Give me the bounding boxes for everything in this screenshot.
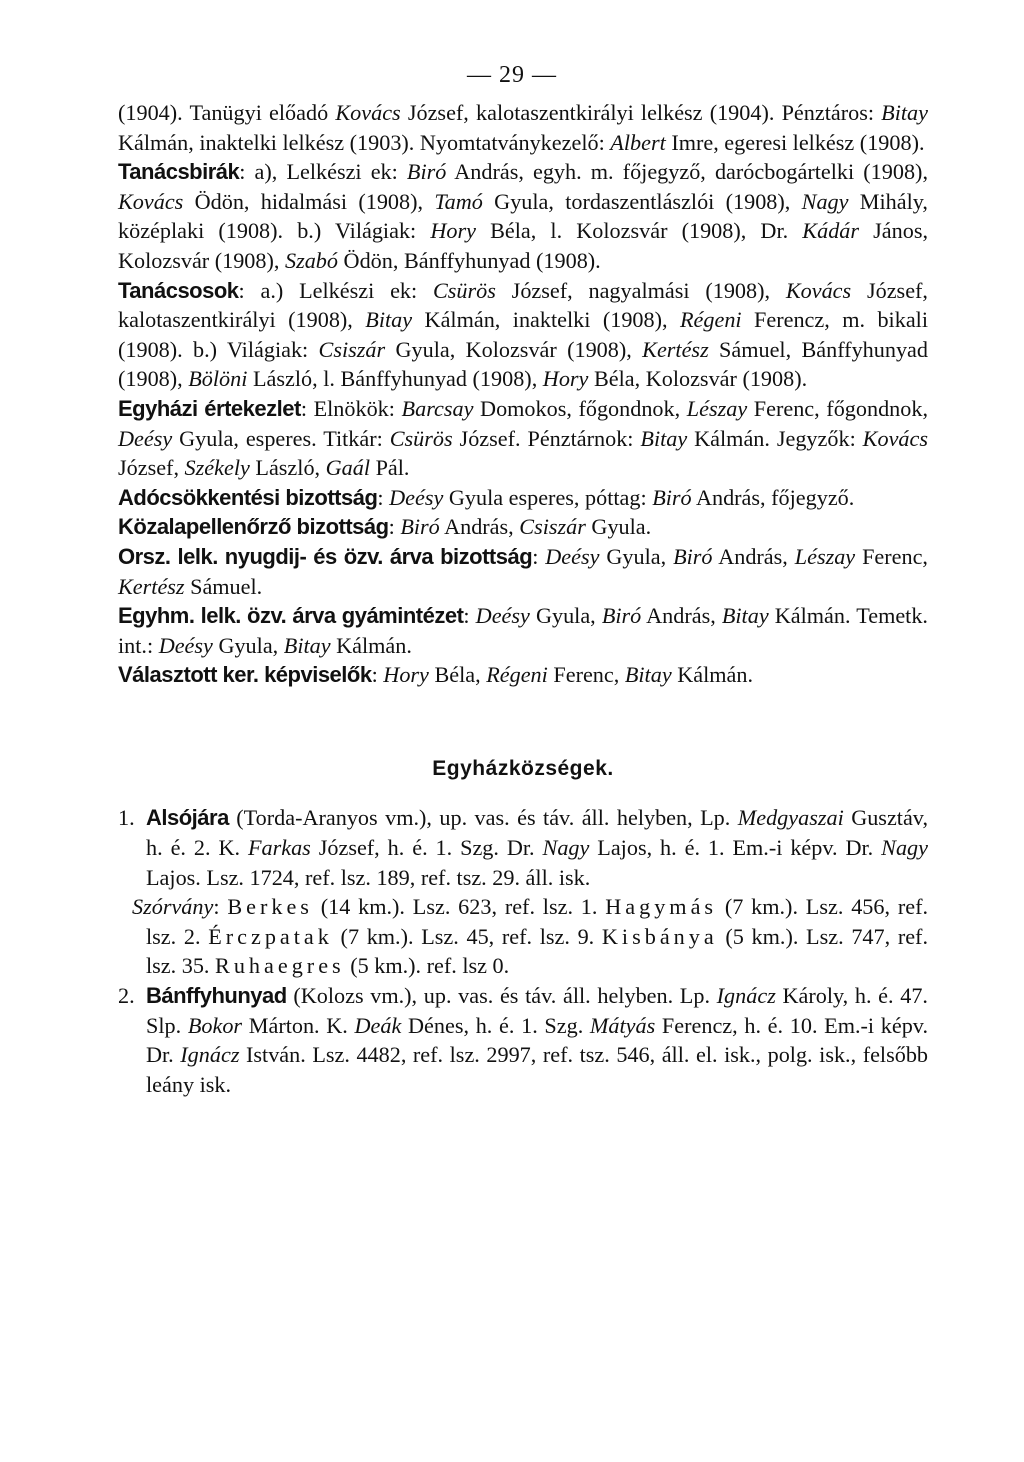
page-number: — 29 — — [467, 62, 557, 88]
page-text — [118, 98, 928, 1099]
ertekezlet-paragraph: Egyházi értekezlet: Elnökök: Barcsay Domokos, főgondnok, Lészay Ferenc, főgondnok, Deésy Gyula, esperes. Titkár: Csürös József. Pénztárnok: Bitay Kálmán. Jegyzők: Kovács József, Székely László, Gaál Pál. — [118, 395, 928, 481]
egyhm-paragraph: Egyhm. lelk. özv. árva gyámintézet: Deésy Gyula, Biró András, Bitay Kálmán. Temetk. int.: Deésy Gyula, Bitay Kálmán. — [118, 603, 928, 658]
kozalap-paragraph: Közalapellenőrző bizottság: Biró András, Csiszár Gyula. — [118, 514, 652, 540]
tanacsosok-paragraph: Tanácsosok: a.) Lelkészi ek: Csürös József, nagyalmási (1908), Kovács József, kalotaszentkirályi (1908), Bitay Kálmán, inaktelki (1908), Régeni Ferencz, m. bikali (1908). b.) Világiak: Csiszár Gyula, Kolozsvár (1908), Kertész Sámuel, Bánffyhunyad (1908), Bölöni László, l. Bánffyhunyad (1908), Hory Béla, Kolozsvár (1908). — [118, 277, 928, 392]
valasztott-paragraph: Választott ker. képviselők: Hory Béla, Régeni Ferenc, Bitay Kálmán. — [118, 662, 754, 688]
adocsokkentesi-paragraph: Adócsökkentési bizottság: Deésy Gyula esperes, póttag: Biró András, főjegyző. — [118, 484, 855, 510]
officers-paragraph: (1904). Tanügyi előadó Kovács József, kalotaszentkirályi lelkész (1904). Pénztáros: Bitay Kálmán, inaktelki lelkész (1903). Nyomtatványkezelő: Albert Imre, egeresi lelkész (1908). — [118, 100, 928, 155]
entry-2 — [118, 981, 928, 1099]
entry-text: Bánffyhunyad (Kolozs vm.), up. vas. és táv. áll. helyben. Lp. Ignácz Károly, h. é. 47. Slp. Bokor Márton. K. Deák Dénes, h. é. 1. Szg. Mátyás Ferencz, h. é. 10. Em.-i képv. Dr. Ignácz István. Lsz. 4482, ref. lsz. 2997, ref. tsz. 546, áll. el. isk., polg. isk., felsőbb leány isk. — [146, 983, 929, 1097]
entry-number: 2. — [118, 983, 135, 1009]
orsz-paragraph: Orsz. lelk. nyugdij- és özv. árva bizottság: Deésy Gyula, Biró András, Lészay Ferenc, Kertész Sámuel. — [118, 543, 928, 599]
tanacsbirak-paragraph: Tanácsbirák: a), Lelkészi ek: Biró András, egyh. m. főjegyző, darócbogártelki (1908), Kovács Ödön, hidalmási (1908), Tamó Gyula, tordaszentlászlói (1908), Nagy Mihály, középlaki (1908). b.) Világiak: Hory Béla, l. Kolozsvár (1908), Dr. Kádár János, Kolozsvár (1908), Szabó Ödön, Bánffyhunyad (1908). — [118, 159, 928, 273]
entry-1 — [118, 803, 928, 892]
entry-1-szorvany: Szórvány: Berkes (14 km.). Lsz. 623, ref. lsz. 1. Hagymás (7 km.). Lsz. 456, ref. lsz. 2. Érczpatak (7 km.). Lsz. 45, ref. lsz. 9. Kisbánya (5 km.). Lsz. 747, ref. lsz. 35. Ruhaegres (5 km.). ref. lsz 0. — [132, 894, 929, 979]
entry-text: Alsójára (Torda-Aranyos vm.), up. vas. és táv. áll. helyben, Lp. Medgyaszai Gusztáv, h. é. 2. K. Farkas József, h. é. 1. Szg. Dr. Nagy Lajos, h. é. 1. Em.-i képv. Dr. Nagy Lajos. Lsz. 1724, ref. lsz. 189, ref. tsz. 29. áll. isk. — [146, 805, 929, 890]
section-heading: Egyházközségek. — [432, 756, 614, 780]
entry-number: 1. — [118, 805, 135, 831]
